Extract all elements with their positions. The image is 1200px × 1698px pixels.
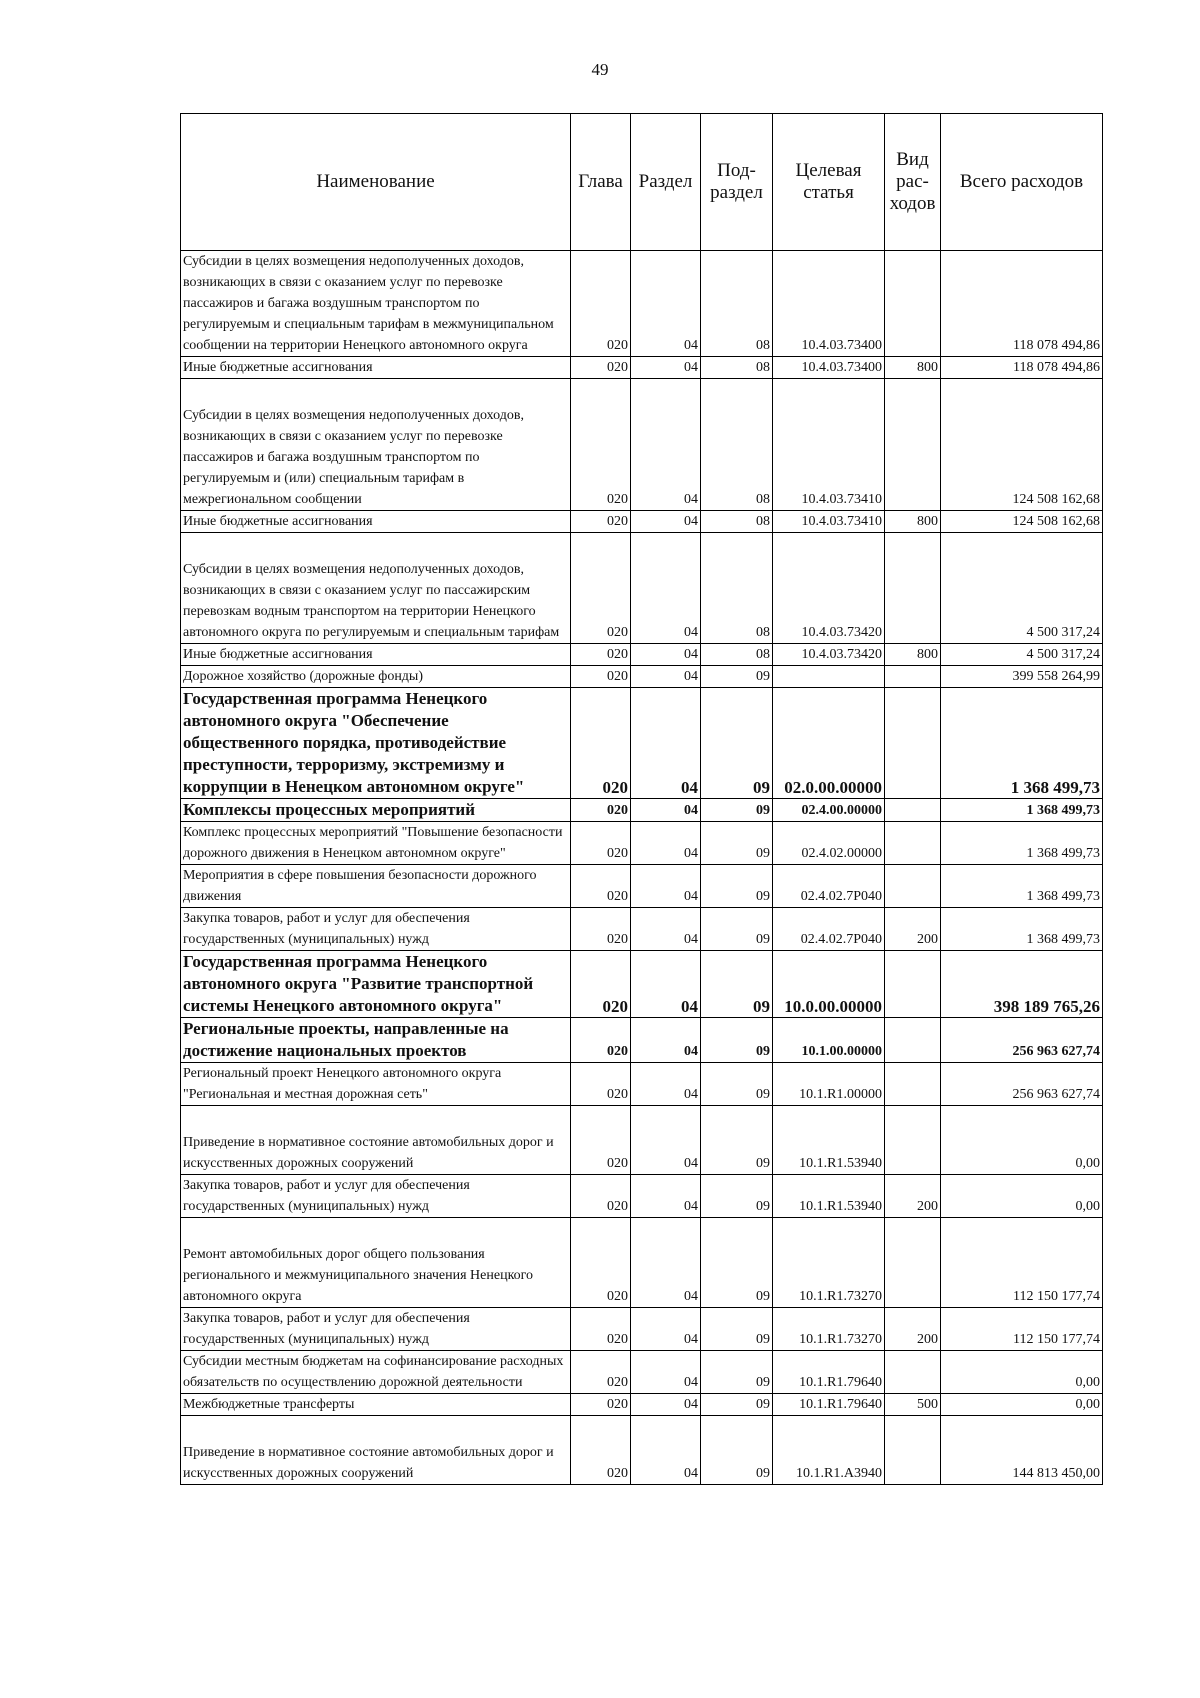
cell-kind: 200 xyxy=(885,908,941,951)
cell-section: 04 xyxy=(631,1308,701,1351)
cell-total: 256 963 627,74 xyxy=(941,1018,1103,1063)
cell-subsection: 09 xyxy=(701,1018,773,1063)
cell-name: Приведение в нормативное состояние автомобильных дорог и искусственных дорожных сооружений xyxy=(181,1416,571,1485)
cell-kind xyxy=(885,865,941,908)
cell-chapter: 020 xyxy=(571,357,631,379)
cell-target: 10.1.R1.00000 xyxy=(773,1063,885,1106)
header-target: Целевая статья xyxy=(773,114,885,251)
cell-total: 1 368 499,73 xyxy=(941,908,1103,951)
cell-name: Субсидии в целях возмещения недополученных доходов, возникающих в связи с оказанием услуг по пассажирским перевозкам водным транспортом на территории Ненецкого автономного округа по регулируемым и специальным тарифам xyxy=(181,533,571,644)
cell-kind xyxy=(885,1063,941,1106)
cell-target: 02.0.00.00000 xyxy=(773,688,885,799)
cell-chapter: 020 xyxy=(571,1218,631,1308)
table-row xyxy=(181,379,1103,511)
cell-chapter: 020 xyxy=(571,1416,631,1485)
header-subsection: Под-раздел xyxy=(701,114,773,251)
table-row xyxy=(181,666,1103,688)
cell-total: 399 558 264,99 xyxy=(941,666,1103,688)
cell-target: 10.1.R1.73270 xyxy=(773,1218,885,1308)
table-row xyxy=(181,644,1103,666)
cell-target: 10.1.R1.A3940 xyxy=(773,1416,885,1485)
cell-subsection: 09 xyxy=(701,799,773,822)
cell-kind xyxy=(885,666,941,688)
cell-total: 1 368 499,73 xyxy=(941,865,1103,908)
header-name: Наименование xyxy=(181,114,571,251)
cell-total: 1 368 499,73 xyxy=(941,822,1103,865)
cell-section: 04 xyxy=(631,908,701,951)
cell-kind xyxy=(885,1416,941,1485)
cell-subsection: 09 xyxy=(701,1063,773,1106)
cell-kind xyxy=(885,1106,941,1175)
cell-subsection: 09 xyxy=(701,1394,773,1416)
cell-name: Государственная программа Ненецкого автономного округа "Развитие транспортной системы Ненецкого автономного округа" xyxy=(181,951,571,1018)
table-row xyxy=(181,822,1103,865)
cell-kind: 800 xyxy=(885,357,941,379)
cell-name: Ремонт автомобильных дорог общего пользования регионального и межмуниципального значения Ненецкого автономного округа xyxy=(181,1218,571,1308)
cell-section: 04 xyxy=(631,688,701,799)
cell-section: 04 xyxy=(631,379,701,511)
table-row xyxy=(181,1416,1103,1485)
table-body xyxy=(181,251,1103,1485)
cell-section: 04 xyxy=(631,1351,701,1394)
table-row xyxy=(181,1308,1103,1351)
header-kind: Вид рас-ходов xyxy=(885,114,941,251)
cell-name: Межбюджетные трансферты xyxy=(181,1394,571,1416)
cell-section: 04 xyxy=(631,1416,701,1485)
table-row xyxy=(181,511,1103,533)
cell-subsection: 09 xyxy=(701,951,773,1018)
table-row xyxy=(181,1218,1103,1308)
cell-section: 04 xyxy=(631,644,701,666)
cell-subsection: 09 xyxy=(701,1308,773,1351)
table-row xyxy=(181,1175,1103,1218)
cell-kind xyxy=(885,251,941,357)
cell-subsection: 09 xyxy=(701,688,773,799)
table-row xyxy=(181,533,1103,644)
cell-chapter: 020 xyxy=(571,1106,631,1175)
cell-total: 118 078 494,86 xyxy=(941,251,1103,357)
cell-chapter: 020 xyxy=(571,951,631,1018)
table-row xyxy=(181,1351,1103,1394)
cell-total: 1 368 499,73 xyxy=(941,688,1103,799)
cell-name: Государственная программа Ненецкого автономного округа "Обеспечение общественного порядка, противодействие преступности, терроризму, экстремизму и коррупции в Ненецком автономном округе" xyxy=(181,688,571,799)
cell-kind: 500 xyxy=(885,1394,941,1416)
cell-subsection: 09 xyxy=(701,1218,773,1308)
cell-name: Дорожное хозяйство (дорожные фонды) xyxy=(181,666,571,688)
table-row xyxy=(181,1106,1103,1175)
cell-target: 10.0.00.00000 xyxy=(773,951,885,1018)
cell-subsection: 08 xyxy=(701,644,773,666)
table-row xyxy=(181,865,1103,908)
cell-chapter: 020 xyxy=(571,644,631,666)
cell-target: 10.4.03.73400 xyxy=(773,251,885,357)
cell-name: Региональный проект Ненецкого автономного округа "Региональная и местная дорожная сеть" xyxy=(181,1063,571,1106)
cell-chapter: 020 xyxy=(571,1351,631,1394)
cell-section: 04 xyxy=(631,1394,701,1416)
cell-target: 10.1.00.00000 xyxy=(773,1018,885,1063)
cell-total: 398 189 765,26 xyxy=(941,951,1103,1018)
cell-chapter: 020 xyxy=(571,1308,631,1351)
cell-subsection: 08 xyxy=(701,511,773,533)
cell-name: Региональные проекты, направленные на достижение национальных проектов xyxy=(181,1018,571,1063)
header-total: Всего расходов xyxy=(941,114,1103,251)
cell-total: 124 508 162,68 xyxy=(941,379,1103,511)
cell-chapter: 020 xyxy=(571,908,631,951)
cell-kind xyxy=(885,1351,941,1394)
cell-name: Иные бюджетные ассигнования xyxy=(181,511,571,533)
cell-target: 10.4.03.73410 xyxy=(773,379,885,511)
cell-total: 0,00 xyxy=(941,1394,1103,1416)
cell-section: 04 xyxy=(631,822,701,865)
cell-target: 10.1.R1.53940 xyxy=(773,1106,885,1175)
cell-chapter: 020 xyxy=(571,1063,631,1106)
header-chapter: Глава xyxy=(571,114,631,251)
cell-total: 0,00 xyxy=(941,1175,1103,1218)
cell-name: Субсидии местным бюджетам на софинансирование расходных обязательств по осуществлению дорожной деятельности xyxy=(181,1351,571,1394)
cell-chapter: 020 xyxy=(571,865,631,908)
cell-total: 118 078 494,86 xyxy=(941,357,1103,379)
cell-target xyxy=(773,666,885,688)
cell-target: 10.4.03.73410 xyxy=(773,511,885,533)
cell-target: 02.4.02.00000 xyxy=(773,822,885,865)
cell-name: Иные бюджетные ассигнования xyxy=(181,357,571,379)
table-row xyxy=(181,1394,1103,1416)
cell-section: 04 xyxy=(631,1175,701,1218)
cell-subsection: 08 xyxy=(701,251,773,357)
cell-subsection: 09 xyxy=(701,908,773,951)
table-row xyxy=(181,799,1103,822)
table-row xyxy=(181,688,1103,799)
cell-kind xyxy=(885,822,941,865)
cell-section: 04 xyxy=(631,251,701,357)
cell-chapter: 020 xyxy=(571,1175,631,1218)
table-row xyxy=(181,951,1103,1018)
cell-section: 04 xyxy=(631,1018,701,1063)
cell-kind: 200 xyxy=(885,1308,941,1351)
cell-subsection: 09 xyxy=(701,1416,773,1485)
cell-name: Иные бюджетные ассигнования xyxy=(181,644,571,666)
cell-name: Закупка товаров, работ и услуг для обеспечения государственных (муниципальных) нужд xyxy=(181,1175,571,1218)
cell-chapter: 020 xyxy=(571,251,631,357)
cell-name: Мероприятия в сфере повышения безопасности дорожного движения xyxy=(181,865,571,908)
cell-section: 04 xyxy=(631,357,701,379)
table-header xyxy=(181,114,1103,251)
table-row xyxy=(181,1018,1103,1063)
header-section: Раздел xyxy=(631,114,701,251)
cell-chapter: 020 xyxy=(571,379,631,511)
cell-total: 1 368 499,73 xyxy=(941,799,1103,822)
cell-kind xyxy=(885,1018,941,1063)
cell-total: 0,00 xyxy=(941,1106,1103,1175)
cell-chapter: 020 xyxy=(571,822,631,865)
page-number: 49 xyxy=(591,60,609,79)
cell-section: 04 xyxy=(631,799,701,822)
cell-chapter: 020 xyxy=(571,666,631,688)
cell-target: 10.4.03.73400 xyxy=(773,357,885,379)
cell-total: 4 500 317,24 xyxy=(941,533,1103,644)
cell-subsection: 08 xyxy=(701,357,773,379)
cell-chapter: 020 xyxy=(571,1394,631,1416)
cell-section: 04 xyxy=(631,1063,701,1106)
table-row xyxy=(181,1063,1103,1106)
cell-kind: 800 xyxy=(885,644,941,666)
cell-subsection: 09 xyxy=(701,822,773,865)
cell-target: 02.4.00.00000 xyxy=(773,799,885,822)
cell-target: 10.1.R1.79640 xyxy=(773,1394,885,1416)
cell-kind xyxy=(885,533,941,644)
cell-target: 02.4.02.7Р040 xyxy=(773,865,885,908)
cell-section: 04 xyxy=(631,533,701,644)
cell-chapter: 020 xyxy=(571,511,631,533)
cell-section: 04 xyxy=(631,666,701,688)
cell-section: 04 xyxy=(631,511,701,533)
table-row xyxy=(181,908,1103,951)
cell-section: 04 xyxy=(631,865,701,908)
cell-total: 112 150 177,74 xyxy=(941,1308,1103,1351)
cell-name: Приведение в нормативное состояние автомобильных дорог и искусственных дорожных сооружений xyxy=(181,1106,571,1175)
cell-target: 10.4.03.73420 xyxy=(773,533,885,644)
cell-chapter: 020 xyxy=(571,533,631,644)
cell-kind xyxy=(885,379,941,511)
cell-total: 124 508 162,68 xyxy=(941,511,1103,533)
cell-name: Комплексы процессных мероприятий xyxy=(181,799,571,822)
cell-name: Субсидии в целях возмещения недополученных доходов, возникающих в связи с оказанием услуг по перевозке пассажиров и багажа воздушным транспортом по регулируемым и специальным тарифам в межмуниципальном сообщении на территории Ненецкого автономного округа xyxy=(181,251,571,357)
cell-chapter: 020 xyxy=(571,1018,631,1063)
cell-kind xyxy=(885,688,941,799)
cell-target: 02.4.02.7Р040 xyxy=(773,908,885,951)
cell-name: Закупка товаров, работ и услуг для обеспечения государственных (муниципальных) нужд xyxy=(181,1308,571,1351)
cell-section: 04 xyxy=(631,1106,701,1175)
cell-name: Субсидии в целях возмещения недополученных доходов, возникающих в связи с оказанием услуг по перевозке пассажиров и багажа воздушным транспортом по регулируемым и (или) специальным тарифам в межрегиональном сообщении xyxy=(181,379,571,511)
cell-target: 10.4.03.73420 xyxy=(773,644,885,666)
cell-subsection: 08 xyxy=(701,379,773,511)
cell-subsection: 09 xyxy=(701,1106,773,1175)
cell-section: 04 xyxy=(631,1218,701,1308)
table-row xyxy=(181,357,1103,379)
cell-name: Закупка товаров, работ и услуг для обеспечения государственных (муниципальных) нужд xyxy=(181,908,571,951)
cell-kind xyxy=(885,1218,941,1308)
cell-total: 112 150 177,74 xyxy=(941,1218,1103,1308)
cell-total: 0,00 xyxy=(941,1351,1103,1394)
cell-subsection: 09 xyxy=(701,1351,773,1394)
cell-kind xyxy=(885,951,941,1018)
cell-kind: 800 xyxy=(885,511,941,533)
cell-target: 10.1.R1.53940 xyxy=(773,1175,885,1218)
cell-name: Комплекс процессных мероприятий "Повышение безопасности дорожного движения в Ненецком автономном округе" xyxy=(181,822,571,865)
cell-total: 4 500 317,24 xyxy=(941,644,1103,666)
cell-chapter: 020 xyxy=(571,799,631,822)
budget-table xyxy=(180,113,1103,1485)
table-row xyxy=(181,251,1103,357)
cell-target: 10.1.R1.79640 xyxy=(773,1351,885,1394)
cell-kind xyxy=(885,799,941,822)
cell-subsection: 09 xyxy=(701,865,773,908)
cell-target: 10.1.R1.73270 xyxy=(773,1308,885,1351)
cell-subsection: 09 xyxy=(701,1175,773,1218)
cell-total: 256 963 627,74 xyxy=(941,1063,1103,1106)
cell-kind: 200 xyxy=(885,1175,941,1218)
cell-subsection: 08 xyxy=(701,533,773,644)
cell-total: 144 813 450,00 xyxy=(941,1416,1103,1485)
cell-section: 04 xyxy=(631,951,701,1018)
cell-subsection: 09 xyxy=(701,666,773,688)
cell-chapter: 020 xyxy=(571,688,631,799)
